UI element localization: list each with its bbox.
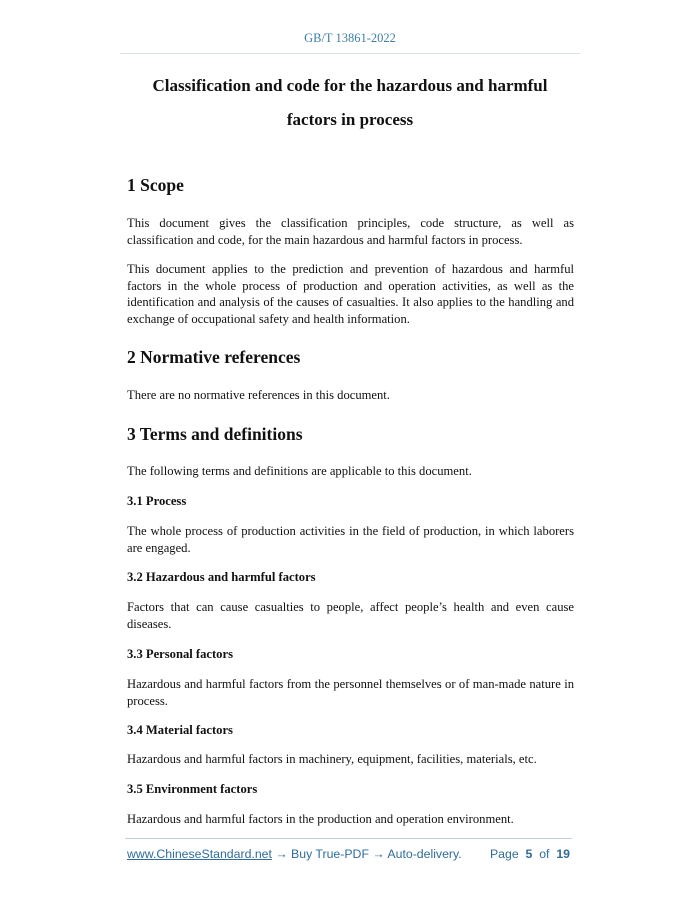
section-heading-terms: 3 Terms and definitions [127,424,303,444]
scope-paragraph-2: This document applies to the prediction and prevention of hazardous and harmful factors in the whole process of production and operation activities, as well as the identification and analysis of the causes of casualties. It also applies to the handling and exchange of occupational safety and health information. [127,262,574,326]
document-title-line2: factors in process [286,110,414,129]
term-heading: 3.5 Environment factors [127,782,258,796]
term-definition: Hazardous and harmful factors in the production and operation environment. [127,812,514,826]
term-definition: The whole process of production activities in the field of production, in which laborers are engaged. [127,524,574,555]
website-link[interactable]: www.ChineseStandard.net [127,847,272,861]
term-definition: Hazardous and harmful factors in machinery, equipment, facilities, materials, etc. [127,752,537,766]
header-divider [120,53,580,54]
terms-intro: The following terms and definitions are applicable to this document. [127,464,472,478]
footer-promo [127,847,462,861]
scope-paragraph-1: This document gives the classification principles, code structure, as well as classification and code, for the main hazardous and harmful factors in process. [127,216,574,247]
page-label: Page [489,847,519,861]
term-definition: Hazardous and harmful factors from the personnel themselves or of man-made nature in process. [127,677,574,708]
standard-code-header: GB/T 13861-2022 [304,31,396,45]
page-indicator [490,847,570,861]
section-heading-normative: 2 Normative references [127,347,301,367]
document-title-line1: Classification and code for the hazardous and harmful [152,76,548,95]
section-heading-scope: 1 Scope [127,175,184,195]
footer [127,847,570,861]
current-page: 5 [525,847,533,861]
total-pages: 19 [556,847,570,861]
term-heading: 3.3 Personal factors [127,647,233,661]
normative-paragraph: There are no normative references in this document. [127,388,390,402]
promo-text: → Buy True-PDF → Auto-delivery. [271,847,462,861]
of-label: of [539,847,550,861]
term-heading: 3.4 Material factors [127,723,233,737]
footer-divider [125,838,572,839]
term-heading: 3.1 Process [127,494,187,508]
term-definition: Factors that can cause casualties to people, affect people’s health and even cause diseases. [127,600,574,631]
term-heading: 3.2 Hazardous and harmful factors [127,570,316,584]
